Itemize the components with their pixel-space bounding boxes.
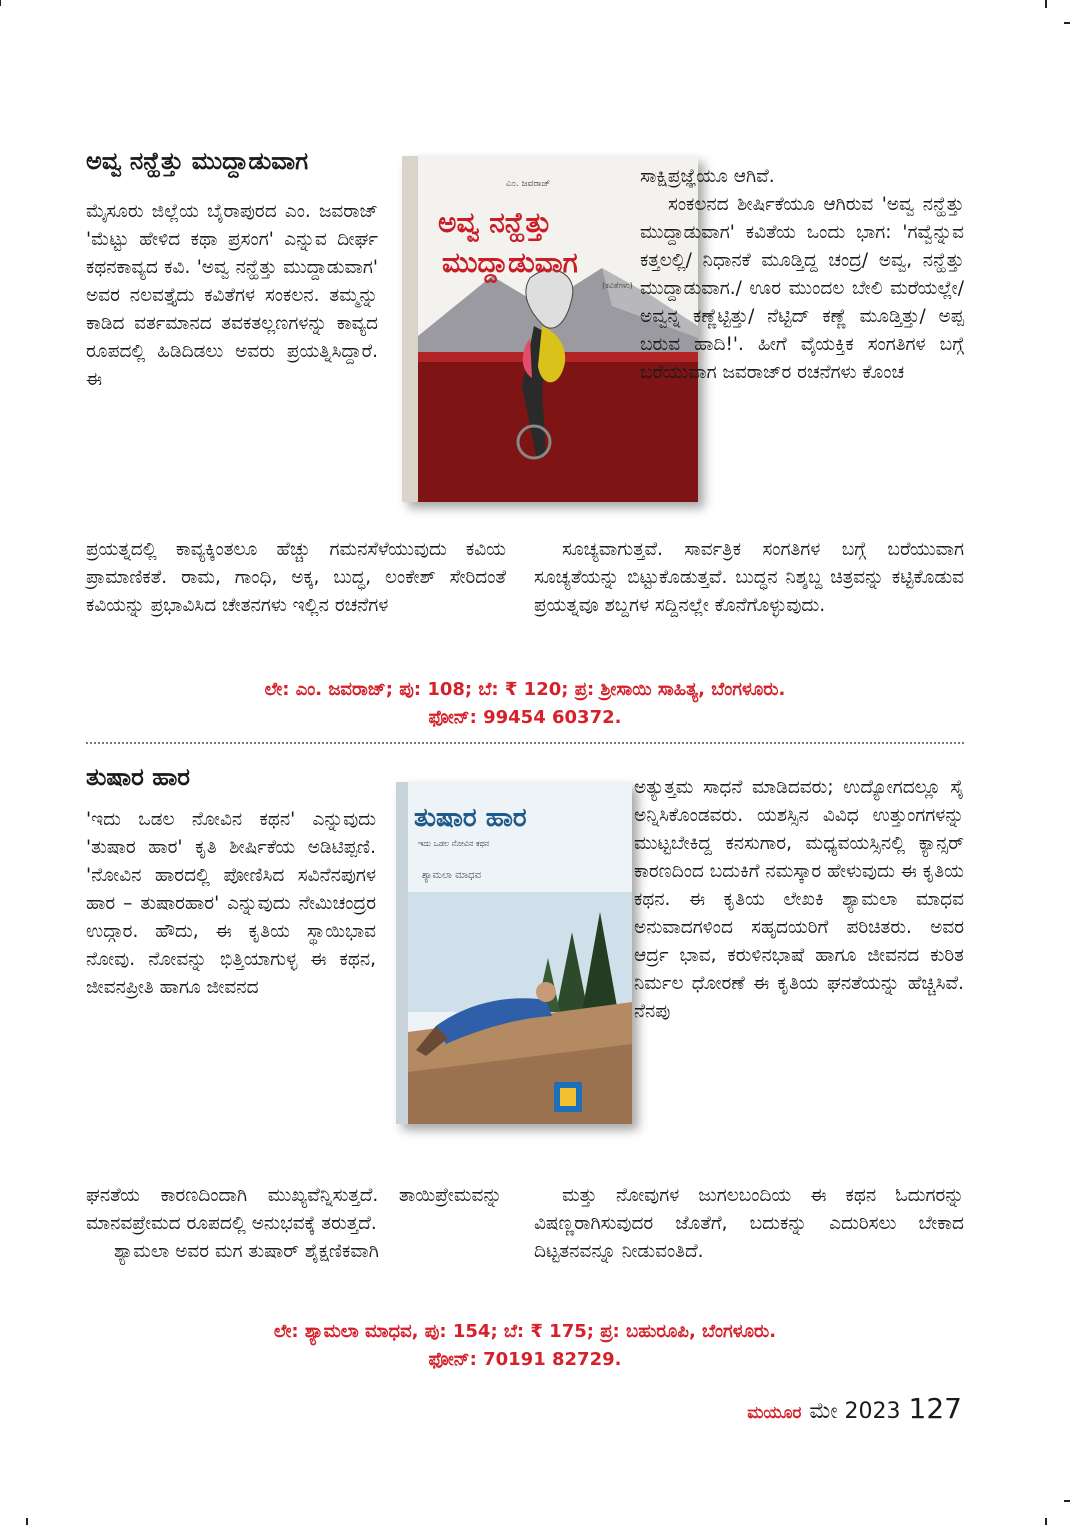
paragraph: ಮತ್ತು ನೋವುಗಳ ಜುಗಲಬಂದಿಯ ಈ ಕಥನ ಓದುಗರನ್ನು ವಿಷಣ್ಣರಾಗಿಸುವುದರ ಜೊತೆಗೆ, ಬದುಕನ್ನು ಎದುರಿಸಲು ಬೇಕಾದ ದಿಟ್ಟತನವನ್ನೂ ನೀಡುವಂತಿದೆ. <box>534 1185 964 1262</box>
paragraph: ಸಂಕಲನದ ಶೀರ್ಷಿಕೆಯೂ ಆಗಿರುವ 'ಅವ್ವ ನನ್ಹೆತ್ತು ಮುದ್ದಾಡುವಾಗ' ಕವಿತೆಯ ಒಂದು ಭಾಗ: 'ಗವ್ವೆನ್ನುವ ಕತ್ತಲಲ್ಲಿ/ ನಿಧಾನಕೆ ಮೂಡ್ತಿದ್ದ ಚಂದ್ರ/ ಅವ್ವ, ನನ್ಹೆತ್ತು ಮುದ್ದಾಡುವಾಗ./ ಊರ ಮುಂದಲ ಬೇಲಿ ಮರೆಯಲ್ಲೇ/ ಅವ್ವನ್ನ ಕಣ್ಣೆಟ್ಟಿತ್ತು/ ನೆಟ್ಟಿದ್ ಕಣ್ಣೆ ಮೂಡ್ತಿತ್ತು/ ಅಪ್ಪ ಬರುವ ಹಾದಿ!'. ಹೀಗೆ ವೈಯಕ್ತಿಕ ಸಂಗತಿಗಳ ಬಗ್ಗೆ ಬರೆಯುವಾಗ ಜವರಾಜ್‌ರ ರಚನೆಗಳು ಕೊಂಚ <box>640 194 964 383</box>
review-right-full <box>534 536 964 620</box>
paragraph: ಮೈಸೂರು ಜಿಲ್ಲೆಯ ಬೈರಾಪುರದ ಎಂ. ಜವರಾಜ್ 'ಮೆಟ್ಟು ಹೇಳಿದ ಕಥಾ ಪ್ರಸಂಗ' ಎನ್ನುವ ದೀರ್ಘ ಕಥನಕಾವ್ಯದ ಕವಿ. 'ಅವ್ವ ನನ್ಹೆತ್ತು ಮುದ್ದಾಡುವಾಗ' ಅವರ ನಲವತ್ತೈದು ಕವಿತೆಗಳ ಸಂಕಲನ. ತಮ್ಮನ್ನು ಕಾಡಿದ ವರ್ತಮಾನದ ತವಕತಲ್ಲಣಗಳನ್ನು ಕಾವ್ಯದ ರೂಪದಲ್ಲಿ ಹಿಡಿದಿಡಲು ಅವರು ಪ್ರಯತ್ನಿಸಿದ್ದಾರೆ. ಈ <box>86 201 378 390</box>
paragraph: ಘನತೆಯ ಕಾರಣದಿಂದಾಗಿ ಮುಖ್ಯವೆನ್ನಿಸುತ್ತದೆ. ತಾಯಿಪ್ರೇಮವನ್ನು ಮಾನವಪ್ರೇಮದ ರೂಪದಲ್ಲಿ ಅನುಭವಕ್ಕೆ ತರುತ್ತದೆ. <box>86 1185 502 1234</box>
paragraph: ಪ್ರಯತ್ನದಲ್ಲಿ ಕಾವ್ಯಕ್ಕಿಂತಲೂ ಹೆಚ್ಚು ಗಮನಸೆಳೆಯುವುದು ಕವಿಯ ಪ್ರಾಮಾಣಿಕತೆ. ರಾಮ, ಗಾಂಧಿ, ಅಕ್ಕ, ಬುದ್ಧ, ಲಂಕೇಶ್ ಸೇರಿದಂತೆ ಕವಿಯನ್ನು ಪ್ರಭಾವಿಸಿದ ಚೇತನಗಳು ಇಲ್ಲಿನ ರಚನೆಗಳ <box>86 539 506 616</box>
review-avva <box>86 146 964 736</box>
book-phone: ಫೋನ್: 70191 82729. <box>428 1349 622 1370</box>
review-right-column <box>634 774 964 1026</box>
crop-mark-right-bottom <box>1064 1500 1070 1502</box>
paragraph: ಶ್ಯಾಮಲಾ ಅವರ ಮಗ ತುಷಾರ್ ಶೈಕ್ಷಣಿಕವಾಗಿ <box>114 1241 379 1262</box>
page-footer <box>747 1392 962 1430</box>
review-title: ತುಷಾರ ಹಾರ <box>86 763 190 791</box>
book-details-line: ಲೇ: ಎಂ. ಜವರಾಜ್; ಪು: 108; ಬೆ: ₹ 120; ಪ್ರ: ಶ್ರೀಸಾಯಿ ಸಾಹಿತ್ಯ, ಬೆಂಗಳೂರು. <box>264 679 786 700</box>
review-left-full <box>86 536 506 620</box>
book-title-line2: ಮುದ್ದಾಡುವಾಗ <box>442 246 578 279</box>
crop-mark-right-top <box>1064 22 1070 24</box>
book-author: ಎಂ. ಜವರಾಜ್ <box>506 179 551 189</box>
page-number: 127 <box>908 1392 962 1425</box>
review-tushara <box>86 762 964 1378</box>
crop-mark-bottom-right <box>1045 1518 1047 1525</box>
review-right-column <box>640 163 964 387</box>
crop-mark-top-right <box>1045 0 1047 8</box>
book-details <box>86 676 964 732</box>
crop-mark-bottom-left <box>26 1518 28 1525</box>
magazine-name: ಮಯೂರ <box>747 1403 802 1423</box>
issue-date: ಮೇ 2023 <box>809 1399 901 1424</box>
book-subtitle: (ಕವಿತೆಗಳು) <box>602 281 633 290</box>
paragraph: 'ಇದು ಒಡಲ ನೋವಿನ ಕಥನ' ಎನ್ನುವುದು 'ತುಷಾರ ಹಾರ' ಕೃತಿ ಶೀರ್ಷಿಕೆಯ ಅಡಿಟಿಪ್ಪಣಿ. 'ನೋವಿನ ಹಾರದಲ್ಲಿ ಪೋಣಿಸಿದ ಸವಿನೆನಪುಗಳ ಹಾರ – ತುಷಾರಹಾರ' ಎನ್ನುವುದು ನೇಮಿಚಂದ್ರರ ಉದ್ಗಾರ. ಹೌದು, ಈ ಕೃತಿಯ ಸ್ಥಾಯಿಭಾವ ನೋವು. ನೋವನ್ನು ಭಿತ್ತಿಯಾಗುಳ್ಳ ಈ ಕಥನ, ಜೀವನಪ್ರೀತಿ ಹಾಗೂ ಜೀವನದ <box>86 809 376 998</box>
paragraph: ಅತ್ಯುತ್ತಮ ಸಾಧನೆ ಮಾಡಿದವರು; ಉದ್ಯೋಗದಲ್ಲೂ ಸೈ ಅನ್ನಿಸಿಕೊಂಡವರು. ಯಶಸ್ಸಿನ ವಿವಿಧ ಉತ್ತುಂಗಗಳನ್ನು ಮುಟ್ಟಬೇಕಿದ್ದ ಕನಸುಗಾರ, ಮಧ್ಯವಯಸ್ಸಿನಲ್ಲಿ ಕ್ಯಾನ್ಸರ್ ಕಾರಣದಿಂದ ಬದುಕಿಗೆ ನಮಸ್ಕಾರ ಹೇಳುವುದು ಈ ಕೃತಿಯ ಕಥನ. ಈ ಕೃತಿಯ ಲೇಖಕಿ ಶ್ಯಾಮಲಾ ಮಾಧವ ಅನುವಾದಗಳಿಂದ ಸಹೃದಯರಿಗೆ ಪರಿಚಿತರು. ಅವರ ಆರ್ದ್ರ ಭಾವ, ಕರುಳಿನಭಾಷೆ ಹಾಗೂ ಜೀವನದ ಕುರಿತ ನಿರ್ಮಲ ಧೋರಣೆ ಈ ಕೃತಿಯ ಘನತೆಯನ್ನು ಹೆಚ್ಚಿಸಿವೆ. ನೆನಪು <box>634 777 964 1022</box>
review-right-full <box>534 1182 964 1266</box>
review-left-column <box>86 806 376 1002</box>
section-divider <box>86 742 964 744</box>
book-cover-tushara <box>396 782 632 1124</box>
review-left-column <box>86 198 378 394</box>
book-phone: ಫೋನ್: 99454 60372. <box>428 707 622 728</box>
book-subtitle: ಇದು ಒಡಲ ನೋವಿನ ಕಥನ <box>418 839 490 848</box>
book-title-line1: ಅವ್ವ ನನ್ಹೆತ್ತು <box>438 206 552 239</box>
paragraph: ಸಾಕ್ಷಿಪ್ರಜ್ಞೆಯೂ ಆಗಿವೆ. <box>640 166 775 187</box>
paragraph: ಸೂಚ್ಯವಾಗುತ್ತವೆ. ಸಾರ್ವತ್ರಿಕ ಸಂಗತಿಗಳ ಬಗ್ಗೆ ಬರೆಯುವಾಗ ಸೂಚ್ಯತೆಯನ್ನು ಬಿಟ್ಟುಕೊಡುತ್ತವೆ. ಬುದ್ಧನ ನಿಶ್ಶಬ್ದ ಚಿತ್ರವನ್ನು ಕಟ್ಟಿಕೊಡುವ ಪ್ರಯತ್ನವೂ ಶಬ್ದಗಳ ಸದ್ದಿನಲ್ಲೇ ಕೊನೆಗೊಳ್ಳುವುದು. <box>534 539 964 616</box>
review-left-full <box>86 1182 502 1266</box>
book-title: ತುಷಾರ ಹಾರ <box>414 803 527 833</box>
crop-mark-top-left <box>0 0 1 6</box>
book-author: ಶ್ಯಾಮಲಾ ಮಾಧವ <box>422 870 482 881</box>
review-title: ಅವ್ವ ನನ್ಹೆತ್ತು ಮುದ್ದಾಡುವಾಗ <box>86 147 309 175</box>
book-details <box>86 1318 964 1374</box>
book-details-line: ಲೇ: ಶ್ಯಾಮಲಾ ಮಾಧವ, ಪು: 154; ಬೆ: ₹ 175; ಪ್ರ: ಬಹುರೂಪಿ, ಬೆಂಗಳೂರು. <box>273 1321 777 1342</box>
